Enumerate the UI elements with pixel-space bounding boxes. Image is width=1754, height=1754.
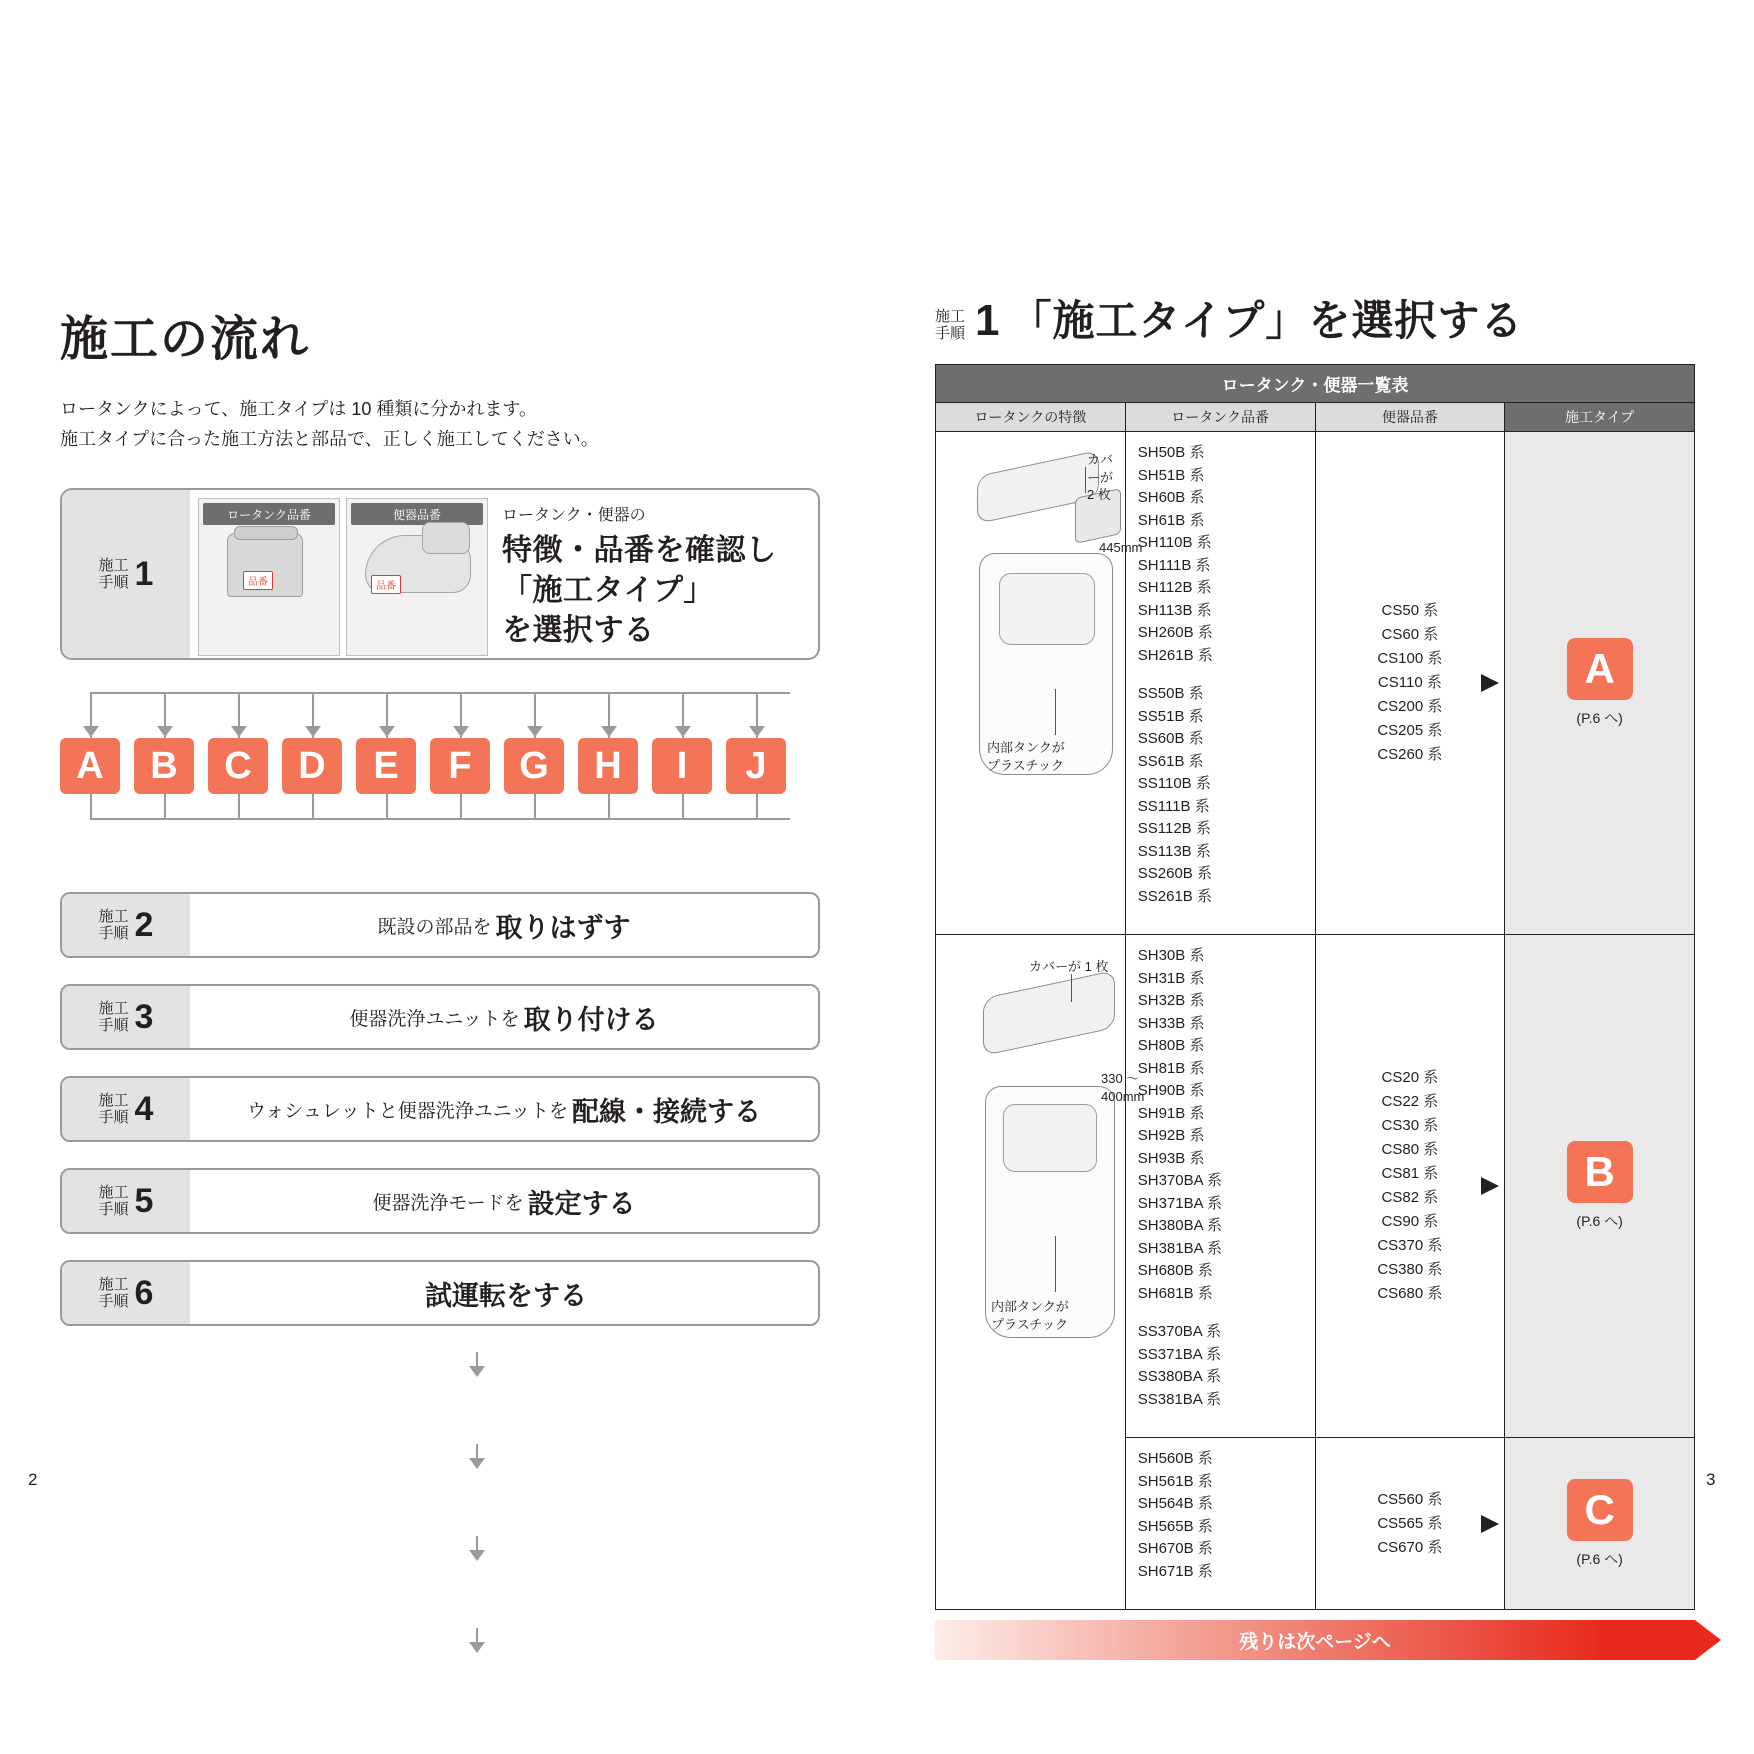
step-1-tab-number: 1	[134, 554, 154, 593]
tank-code: SH90B 系	[1137, 1082, 1205, 1099]
tank-code: SH60B 系	[1137, 489, 1205, 506]
tank-code: SH80B 系	[1137, 1037, 1205, 1054]
step-1-line-1: 特徴・品番を確認し	[502, 534, 777, 568]
cover-label-a: カバーが 2 枚	[1087, 452, 1114, 503]
table-row	[936, 432, 1695, 935]
tank-code: SS260B 系	[1137, 865, 1212, 882]
inner-note-a-line1: 内部タンクが	[987, 740, 1065, 755]
step-4-box	[60, 1076, 820, 1142]
tank-code: SH50B 系	[1137, 444, 1205, 461]
arrow-a	[83, 726, 99, 737]
step-5-tab-number: 5	[134, 1181, 154, 1220]
toilet-code: CS82 系	[1381, 1189, 1439, 1206]
step-3-text-normal: 便器洗浄ユニットを	[349, 1008, 520, 1030]
toilet-photo-tag: 品番	[371, 575, 401, 594]
note-leader-b	[1055, 1236, 1056, 1292]
tick-i-bottom	[682, 794, 684, 820]
right-header	[935, 296, 1695, 346]
toilet-code: CS670 系	[1377, 1538, 1443, 1556]
tank-codes-group-b2	[1138, 1321, 1315, 1411]
next-page-banner	[935, 1620, 1695, 1660]
toilet-photo-caption: 便器品番	[351, 503, 483, 525]
toilet-code: CS80 系	[1381, 1141, 1439, 1158]
lead-line-1: ロータンクによって、施工タイプは 10 種類に分かれます。	[60, 399, 537, 419]
step-5-box	[60, 1168, 820, 1234]
toilet-codes-cell-c	[1315, 1438, 1505, 1610]
column-header-tank-code: ロータンク品番	[1125, 403, 1315, 432]
connector-arrow-5-6	[469, 1642, 485, 1653]
tank-code: SS113B 系	[1137, 842, 1211, 860]
tank-code: SH671B 系	[1137, 1562, 1213, 1580]
tank-code: SH33B 系	[1137, 1014, 1205, 1032]
type-badge-b[interactable]: B	[1567, 1141, 1633, 1203]
column-header-type: 施工タイプ	[1505, 403, 1695, 432]
inner-note-a	[987, 739, 1065, 774]
tank-toilet-table	[935, 364, 1695, 1610]
type-letter-i[interactable]: I	[652, 738, 712, 794]
type-letter-list	[60, 738, 786, 794]
right-header-title: 「施工タイプ」を選択する	[1009, 297, 1524, 344]
inner-note-b	[991, 1298, 1069, 1333]
tank-inner-b	[1003, 1104, 1097, 1172]
tank-code: SH92B 系	[1137, 1127, 1205, 1144]
tank-codes-group-c1	[1138, 1448, 1315, 1583]
step-6-tab-number: 6	[134, 1273, 154, 1312]
inner-note-b-line1: 内部タンクが	[991, 1299, 1069, 1314]
dimension-label-a: 445mm	[1099, 540, 1143, 555]
type-arrow-icon-b	[1481, 1177, 1499, 1195]
type-cell-c	[1505, 1438, 1695, 1610]
step-4-tab-label: 施工 手順	[98, 1092, 129, 1127]
tank-code: SS261B 系	[1137, 887, 1212, 905]
inner-note-b-line2: プラスチック	[991, 1316, 1068, 1332]
left-page	[60, 300, 850, 1326]
right-header-number: 1	[975, 296, 1000, 346]
type-cell-a	[1505, 432, 1695, 935]
step-3-tab	[62, 986, 190, 1048]
toilet-code: CS90 系	[1381, 1213, 1439, 1230]
tank-code: SS50B 系	[1137, 685, 1204, 702]
inner-note-a-line2: プラスチック	[987, 757, 1064, 773]
cover-leader-a	[1085, 467, 1086, 493]
tank-codes-cell-b	[1125, 935, 1315, 1438]
type-page-ref-c[interactable]: (P.6 へ)	[1576, 1550, 1623, 1567]
tank-code: SH370BA 系	[1137, 1172, 1222, 1189]
tank-illustration-b	[937, 936, 1145, 1608]
tank-codes-group-b1	[1138, 945, 1315, 1305]
note-leader-a	[1055, 689, 1056, 735]
right-header-tab	[935, 308, 965, 343]
tank-codes-cell-c	[1125, 1438, 1315, 1610]
page-title: 施工の流れ	[60, 313, 311, 366]
type-letter-j[interactable]: J	[726, 738, 786, 794]
type-cell-b	[1505, 935, 1695, 1438]
tank-code: SS381BA 系	[1137, 1390, 1222, 1408]
type-letter-b[interactable]: B	[134, 738, 194, 794]
toilet-code: CS20 系	[1381, 1069, 1439, 1086]
tank-code: SH81B 系	[1137, 1059, 1205, 1077]
tank-code: SS112B 系	[1137, 820, 1211, 837]
tank-illustration-a	[937, 433, 1143, 933]
arrow-e	[379, 726, 395, 737]
step-2-tab-label: 施工 手順	[98, 908, 129, 943]
step-6-tab-label: 施工 手順	[98, 1276, 129, 1311]
step-4-text-normal: ウォシュレットと便器洗浄ユニットを	[247, 1100, 568, 1122]
arrow-h	[601, 726, 617, 737]
tank-code: SH112B 系	[1137, 579, 1212, 596]
toilet-code: CS200 系	[1377, 698, 1443, 715]
tank-code: SH30B 系	[1137, 947, 1205, 964]
tank-code: SH260B 系	[1137, 624, 1213, 641]
step-4-text-strong: 配線・接続する	[571, 1096, 761, 1127]
arrow-f	[453, 726, 469, 737]
tank-code: SH93B 系	[1137, 1149, 1205, 1167]
toilet-code: CS260 系	[1377, 746, 1443, 763]
tank-code: SH561B 系	[1137, 1472, 1213, 1490]
step-4-tab-number: 4	[134, 1089, 154, 1128]
toilet-codes-cell-a	[1315, 432, 1505, 935]
lead-text	[60, 395, 850, 454]
tank-code: SS370BA 系	[1137, 1323, 1222, 1340]
type-badge-c[interactable]: C	[1567, 1479, 1633, 1541]
type-letter-h[interactable]: H	[578, 738, 638, 794]
type-page-ref-a[interactable]: (P.6 へ)	[1576, 710, 1623, 726]
step-4-text	[190, 1078, 818, 1140]
tick-e-bottom	[386, 794, 388, 820]
tick-j-bottom	[756, 794, 758, 820]
toilet-code: CS370 系	[1377, 1237, 1443, 1254]
step-2-box	[60, 892, 820, 958]
tank-code: SS61B 系	[1137, 752, 1204, 770]
connector-arrow-2-3	[469, 1366, 485, 1377]
tank-code: SH680B 系	[1137, 1262, 1213, 1279]
tank-code: SH261B 系	[1137, 646, 1213, 664]
type-letter-a[interactable]: A	[60, 738, 120, 794]
dimension-label-b: 330 ～ 400mm	[1101, 1071, 1145, 1104]
step-6-text	[190, 1262, 818, 1324]
step-5-tab-label: 施工 手順	[98, 1184, 129, 1219]
cover-leader-b	[1071, 974, 1072, 1002]
column-header-feature: ロータンクの特徴	[936, 403, 1126, 432]
toilet-code: CS22 系	[1381, 1093, 1439, 1110]
tick-f-bottom	[460, 794, 462, 820]
arrow-j	[749, 726, 765, 737]
type-arrow-icon-c	[1481, 1515, 1499, 1533]
tick-g-bottom	[534, 794, 536, 820]
tank-photo-caption: ロータンク品番	[203, 503, 335, 525]
type-page-ref-b[interactable]: (P.6 へ)	[1576, 1213, 1623, 1229]
tank-code: SH681B 系	[1137, 1284, 1213, 1302]
table-title: ロータンク・便器一覧表	[936, 365, 1695, 403]
toilet-code: CS560 系	[1377, 1490, 1443, 1508]
type-arrow-icon-a	[1481, 674, 1499, 692]
arrow-c	[231, 726, 247, 737]
tick-h-bottom	[608, 794, 610, 820]
toilet-code: CS50 系	[1381, 602, 1439, 619]
tank-code: SH371BA 系	[1137, 1194, 1222, 1212]
step-2-text-strong: 取りはずす	[495, 912, 631, 943]
step-2-tab	[62, 894, 190, 956]
arrow-d	[305, 726, 321, 737]
tank-photo-tag: 品番	[243, 571, 273, 590]
step-5-text-strong: 設定する	[527, 1188, 636, 1219]
tank-codes-group-a2	[1138, 683, 1315, 908]
tank-photo	[198, 498, 340, 656]
step-1-subtitle: ロータンク・便器の	[502, 507, 646, 525]
tank-code: SS111B 系	[1137, 797, 1210, 815]
tank-code: SH113B 系	[1137, 601, 1212, 619]
tank-code: SH31B 系	[1137, 969, 1205, 987]
step-5-text-normal: 便器洗浄モードを	[372, 1192, 524, 1214]
step-1-line-3: を選択する	[502, 613, 655, 647]
table-row	[936, 935, 1695, 1438]
step-2-text	[190, 894, 818, 956]
tank-lid-b	[983, 970, 1115, 1056]
tank-code: SH560B 系	[1137, 1450, 1213, 1467]
connector-arrow-4-5	[469, 1550, 485, 1561]
step-6-tab	[62, 1262, 190, 1324]
table-title-row	[936, 365, 1695, 403]
tank-code: SH670B 系	[1137, 1540, 1213, 1557]
toilet-code: CS30 系	[1381, 1117, 1439, 1134]
tank-codes-group-a1	[1138, 442, 1315, 667]
tank-code: SS110B 系	[1137, 775, 1211, 792]
tank-code: SS60B 系	[1137, 730, 1204, 747]
tank-code: SS380BA 系	[1137, 1368, 1222, 1385]
tank-code: SH111B 系	[1137, 556, 1211, 574]
tank-code: SS51B 系	[1137, 707, 1204, 725]
toilet-code: CS81 系	[1381, 1165, 1439, 1182]
tank-code: SH110B 系	[1137, 534, 1212, 551]
step-1-photos	[198, 498, 488, 654]
step-1-tab	[62, 490, 190, 658]
toilet-code: CS205 系	[1377, 722, 1443, 739]
step-3-tab-label: 施工 手順	[98, 1000, 129, 1035]
feature-cell-b	[936, 935, 1145, 1610]
step-2-tab-number: 2	[134, 905, 154, 944]
right-header-tab-line1: 施工	[935, 307, 966, 325]
toilet-code: CS110 系	[1377, 674, 1442, 691]
table-header-row	[936, 403, 1695, 432]
next-page-text: 残りは次ページへ	[1239, 1631, 1391, 1653]
column-header-toilet-code: 便器品番	[1315, 403, 1505, 432]
tank-code: SH91B 系	[1137, 1104, 1205, 1122]
cover-label-b: カバーが 1 枚	[1029, 959, 1109, 974]
tank-code: SS371BA 系	[1137, 1345, 1222, 1363]
right-header-tab-line2: 手順	[935, 324, 966, 342]
lead-line-2: 施工タイプに合った施工方法と部品で、正しく施工してください。	[60, 428, 599, 449]
toilet-code: CS565 系	[1377, 1514, 1443, 1532]
arrow-b	[157, 726, 173, 737]
tick-b-bottom	[164, 794, 166, 820]
tank-code: SH51B 系	[1137, 466, 1205, 484]
step-6-text-strong: 試運転をする	[425, 1280, 587, 1311]
tick-a-bottom	[90, 794, 92, 820]
type-letters-group	[60, 676, 820, 866]
step-1-tab-label: 施工 手順	[98, 557, 129, 592]
step-3-tab-number: 3	[134, 997, 154, 1036]
step-3-text-strong: 取り付ける	[523, 1004, 659, 1035]
toilet-code: CS380 系	[1377, 1261, 1443, 1278]
tank-code: SH32B 系	[1137, 992, 1205, 1009]
step-1-line-2: 「施工タイプ」	[502, 573, 714, 607]
tick-c-bottom	[238, 794, 240, 820]
toilet-code: CS60 系	[1381, 626, 1439, 643]
type-letter-f[interactable]: F	[430, 738, 490, 794]
type-letter-g[interactable]: G	[504, 738, 564, 794]
type-badge-a[interactable]: A	[1567, 638, 1633, 700]
right-page	[935, 296, 1695, 1660]
type-letter-d[interactable]: D	[282, 738, 342, 794]
feature-cell-a	[936, 432, 1143, 935]
toilet-code: CS100 系	[1377, 650, 1443, 667]
step-4-tab	[62, 1078, 190, 1140]
step-1-box	[60, 488, 820, 660]
tick-d-bottom	[312, 794, 314, 820]
toilet-photo	[346, 498, 488, 656]
tank-code: SH564B 系	[1137, 1495, 1213, 1512]
letters-bottom-rail	[90, 818, 790, 820]
step-5-text	[190, 1170, 818, 1232]
arrow-g	[527, 726, 543, 737]
tank-code: SH380BA 系	[1137, 1217, 1222, 1234]
tank-code: SH381BA 系	[1137, 1239, 1222, 1257]
arrow-i	[675, 726, 691, 737]
tank-code: SH565B 系	[1137, 1517, 1213, 1535]
type-letter-c[interactable]: C	[208, 738, 268, 794]
step-3-box	[60, 984, 820, 1050]
toilet-code: CS680 系	[1377, 1285, 1443, 1302]
tank-inner-a	[999, 573, 1095, 645]
tank-codes-cell-a	[1125, 432, 1315, 935]
step-3-text	[190, 986, 818, 1048]
toilet-codes-cell-b	[1315, 935, 1505, 1438]
step-1-text	[502, 502, 808, 650]
page-number-right: 3	[1706, 1470, 1716, 1489]
step-6-box	[60, 1260, 820, 1326]
connector-arrow-3-4	[469, 1458, 485, 1469]
page-number-left: 2	[28, 1470, 38, 1489]
tank-code: SH61B 系	[1137, 511, 1205, 529]
step-2-text-normal: 既設の部品を	[377, 916, 492, 938]
type-letter-e[interactable]: E	[356, 738, 416, 794]
letters-top-rail	[90, 692, 790, 694]
step-5-tab	[62, 1170, 190, 1232]
